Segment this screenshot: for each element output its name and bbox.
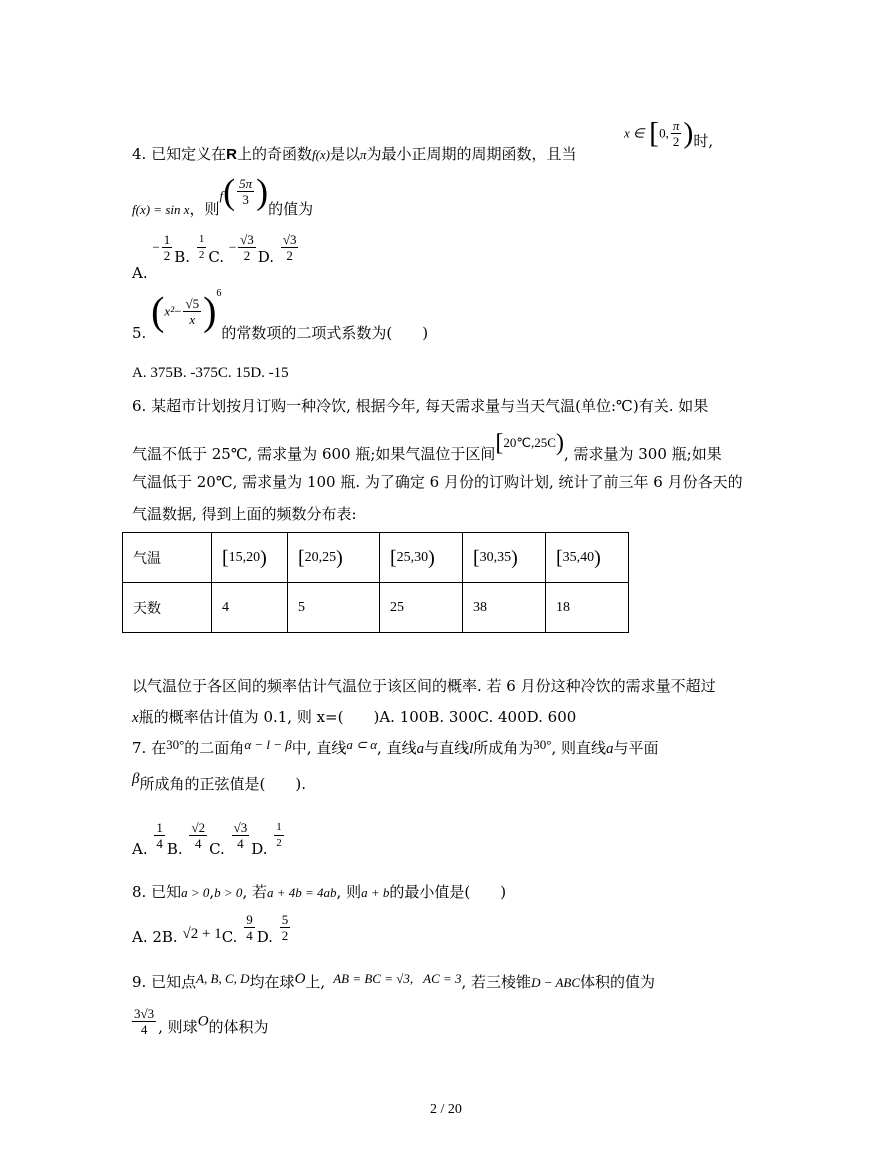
table-cell: 天数 — [123, 583, 212, 633]
table-cell: [20,25) — [288, 533, 380, 583]
q7-line2: β所成角的正弦值是( ). — [132, 771, 306, 793]
q4-interval: x ∈ [0, $\frac{\pi}{2}$ )时, — [624, 116, 714, 150]
q4-text-b: 上的奇函数 — [236, 145, 312, 163]
q7-opt-b-frac: $\frac{√2}{4}$ — [191, 820, 206, 851]
q5-minus: − — [174, 303, 182, 319]
q7-line1: 7. 在30°的二面角α − l − β中, 直线a ⊂ α, 直线a与直线l所成角为30°, 则直线a与平面 — [132, 737, 659, 757]
table-cell: 气温 — [123, 533, 212, 583]
table-cell: 5 — [288, 583, 380, 633]
q4-opt-a-sign: − — [152, 239, 160, 255]
q4-opt-a-frac: $\frac{1}{2}$ — [163, 232, 171, 263]
q8-opt-c-frac: $\frac{9}{4}$ — [246, 912, 253, 943]
table-cell: 38 — [463, 583, 546, 633]
table-cell: 25 — [380, 583, 463, 633]
q8-options: A. 2B. √2 + 1C. $\frac{9}{4}$ D. $\frac{5}{2}$ — [132, 912, 289, 946]
q4-pi: π — [360, 147, 367, 162]
q4-int-left: 0, — [659, 125, 669, 141]
q4-opt-c-frac: $\frac{√3}{2}$ — [240, 232, 254, 263]
table-cell: [15,20) — [212, 533, 288, 583]
q5-label: 5. — [132, 323, 147, 342]
q4-5pi3: $\frac{5\pi}{3}$ — [239, 176, 253, 207]
q8-opt-d-frac: $\frac{5}{2}$ — [281, 912, 289, 943]
q4-line1 — [132, 128, 577, 163]
q6-line5: 以气温位于各区间的频率估计气温位于该区间的概率. 若 6 月份这种冷饮的需求量不超过 — [132, 677, 716, 695]
q4-opt-d-frac: $\frac{√3}{2}$ — [282, 232, 297, 263]
table-cell: [30,35) — [463, 533, 546, 583]
q6-interval: 20℃,25C — [503, 435, 556, 450]
frequency-table — [122, 532, 629, 633]
q6-line3: 气温低于 20℃, 需求量为 100 瓶. 为了确定 6 月份的订购计划, 统计了前三年 6 月份各天的 — [132, 473, 743, 491]
q6-line2: 气温不低于 25℃, 需求量为 600 瓶;如果气温位于区间[20℃,25C), 需求量为 300 瓶;如果 — [132, 430, 722, 463]
q6-line6: x瓶的概率估计值为 0.1, 则 x=( )A. 100B. 300C. 400D. 600 — [132, 708, 577, 726]
q4-f: f — [219, 187, 224, 203]
q7-opt-d-frac: $\frac{1}{2}$ — [276, 821, 282, 849]
q4-x-in: x ∈ — [624, 125, 645, 141]
q5-exp: 6 — [216, 287, 222, 299]
q4-opt-d: D. — [257, 247, 275, 266]
q9-line2: $\frac{3√3}{4}$ , 则球O的体积为 — [134, 1006, 269, 1037]
q4-interval-frac: $\frac{\pi}{2}$ — [672, 118, 680, 149]
q4-line2: f(x) = sin x，则f( $\frac{5\pi}{3}$ )的值为 — [132, 171, 314, 218]
table-cell: [25,30) — [380, 533, 463, 583]
table-cell: 18 — [546, 583, 629, 633]
q4-text-e: 时, — [693, 131, 714, 150]
table-row — [123, 533, 629, 583]
q7-opt-a-frac: $\frac{1}{4}$ — [156, 820, 163, 851]
q5-options: A. 375B. -375C. 15D. -15 — [132, 365, 289, 381]
q7-options: A. $\frac{1}{4}$ B. $\frac{√2}{4}$ C. $\frac{√3}{4}$ D. $\frac{1}{2}$ — [132, 820, 282, 858]
q5-frac: $\frac{√5}{x}$ — [185, 296, 200, 327]
q9-frac: $\frac{3√3}{4}$ — [134, 1006, 155, 1037]
q4-options — [132, 232, 300, 282]
q4-fx: f(x) — [311, 147, 330, 162]
q4-text-value: 的值为 — [268, 199, 314, 218]
table-row — [123, 583, 629, 633]
q4-opt-c-sign: − — [228, 239, 237, 255]
q6-line4: 气温数据, 得到上面的频数分布表: — [132, 505, 357, 523]
q4-opt-c: C. — [208, 247, 225, 266]
q4-fx-sinx: f(x) = sin x — [132, 201, 190, 217]
q4-opt-b: B. — [174, 247, 191, 266]
q5-x2: x² — [164, 303, 175, 319]
q9-line1: 9. 已知点A, B, C, D均在球O上, AB = BC = √3, AC = 3, 若三棱锥D − ABC体积的值为 — [132, 971, 656, 991]
q5-line: 5. (x²− $\frac{√5}{x}$ )$^6$的常数项的二项式系数为( ) — [132, 287, 429, 342]
page-number: 2 / 20 — [430, 1102, 462, 1117]
q4-text-c: 是以 — [330, 145, 361, 163]
q4-text-d: 为最小正周期的周期函数，且当 — [366, 145, 577, 163]
q4-opt-a: A. — [132, 263, 148, 282]
q4-opt-b-frac: $\frac{1}{2}$ — [198, 233, 205, 261]
q5-text: 的常数项的二项式系数为( ) — [221, 323, 429, 342]
q4-text-R: R — [226, 146, 237, 163]
q7-opt-c-frac: $\frac{√3}{4}$ — [233, 820, 248, 851]
q4-text-ze: ，则 — [189, 199, 220, 218]
q6-line1: 6. 某超市计划按月订购一种冷饮, 根据今年, 每天需求量与当天气温(单位:℃)有关. 如果 — [132, 397, 709, 415]
table-cell: 4 — [212, 583, 288, 633]
q4-text-a: 4. 已知定义在 — [132, 145, 227, 163]
q8-line: 8. 已知a > 0,b > 0, 若a + 4b = 4ab, 则a + b的最小值是( ) — [132, 883, 507, 901]
table-cell: [35,40) — [546, 533, 629, 583]
